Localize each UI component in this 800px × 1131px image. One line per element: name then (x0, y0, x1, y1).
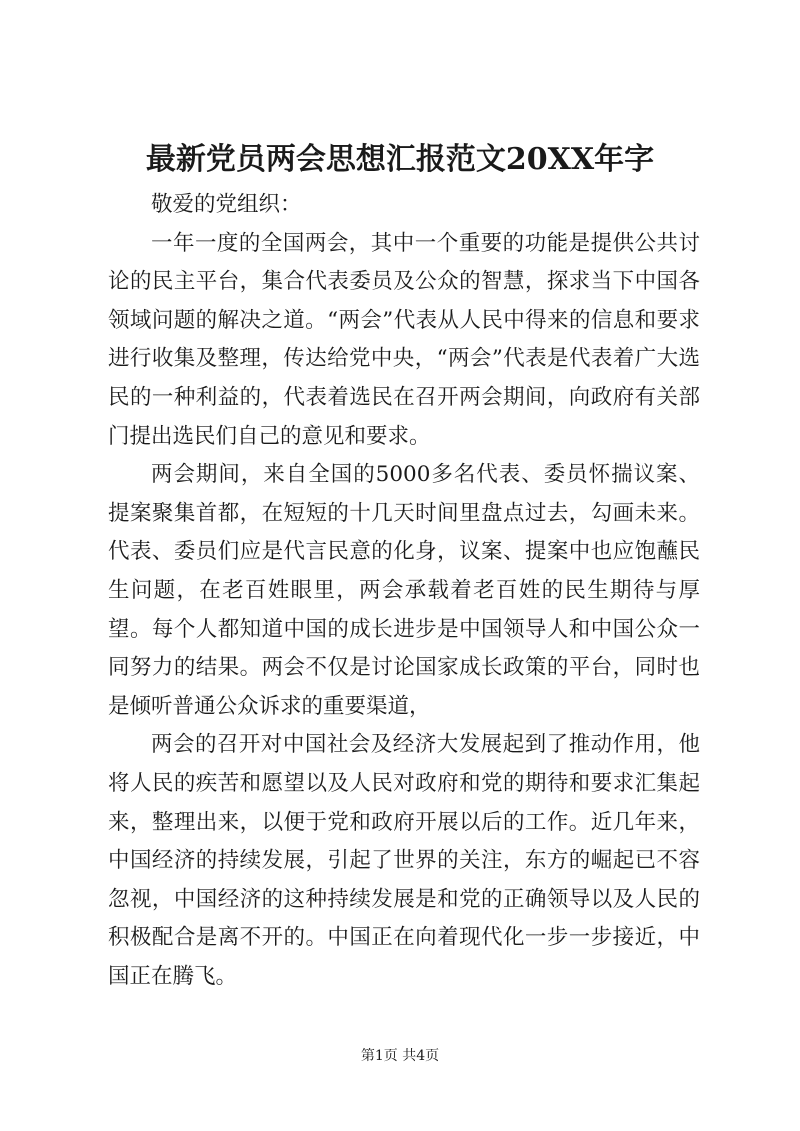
paragraph: 两会期间，来自全国的5000多名代表、委员怀揣议案、提案聚集首都，在短短的十几天时间里盘点过去，勾画未来。代表、委员们应是代言民意的化身，议案、提案中也应饱蘸民生问题，在老百姓眼里，两会承载着老百姓的民生期待与厚望。每个人都知道中国的成长进步是中国领导人和中国公众一同努力的结果。两会不仅是讨论国家成长政策的平台，同时也是倾听普通公众诉求的重要渠道， (108, 462, 700, 719)
page-footer: 第1页 共4页 (360, 1048, 440, 1064)
paragraph: 两会的召开对中国社会及经济大发展起到了推动作用，他将人民的疾苦和愿望以及人民对政府和党的期待和要求汇集起来，整理出来，以便于党和政府开展以后的工作。近几年来，中国经济的持续发展，引起了世界的关注，东方的崛起已不容忽视，中国经济的这种持续发展是和党的正确领导以及人民的积极配合是离不开的。中国正在向着现代化一步一步接近，中国正在腾飞。 (108, 732, 700, 989)
paragraph: 一年一度的全国两会，其中一个重要的功能是提供公共讨论的民主平台，集合代表委员及公众的智慧，探求当下中国各领域问题的解决之道。“两会”代表从人民中得来的信息和要求进行收集及整理，传达给党中央，“两会”代表是代表着广大选民的一种利益的，代表着选民在召开两会期间，向政府有关部门提出选民们自己的意见和要求。 (108, 230, 700, 449)
document-title: 最新党员两会思想汇报范文20XX年字 (145, 142, 655, 177)
document-body (108, 186, 700, 996)
salutation: 敬爱的党组织： (151, 192, 302, 217)
